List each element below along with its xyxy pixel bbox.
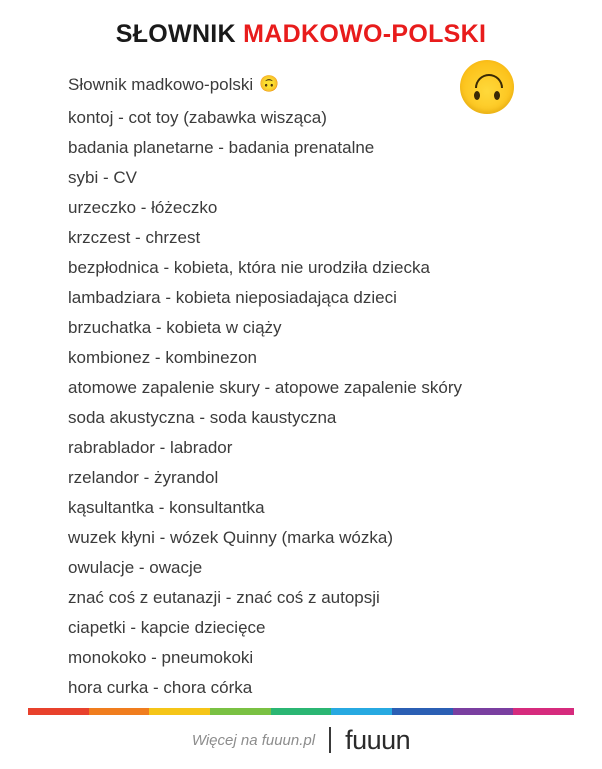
page-margin-left bbox=[0, 0, 28, 714]
footer-brand-logo: fuuun bbox=[345, 724, 411, 755]
list-item: urzeczko - łóżeczko bbox=[68, 198, 218, 217]
footer-divider bbox=[329, 727, 331, 753]
footer-credit-text: Więcej na fuuun.pl bbox=[191, 731, 316, 749]
list-item: ciapetki - kapcie dziecięce bbox=[68, 618, 266, 637]
color-strip bbox=[28, 708, 574, 715]
page-title-black: SŁOWNIK bbox=[115, 20, 244, 48]
emoji-eye-left-icon bbox=[474, 91, 480, 100]
color-strip-segment bbox=[89, 708, 150, 715]
list-item: znać coś z eutanazji - znać coś z autopsji bbox=[68, 588, 380, 607]
color-strip-segment bbox=[271, 708, 332, 715]
list-item: kąsultantka - konsultantka bbox=[68, 498, 265, 517]
page-title bbox=[28, 0, 574, 49]
color-strip-segment bbox=[149, 708, 210, 715]
list-item: rabrablador - labrador bbox=[68, 438, 233, 457]
list-item: rzelandor - żyrandol bbox=[68, 468, 219, 487]
list-item: krzczest - chrzest bbox=[68, 228, 201, 247]
list-item: soda akustyczna - soda kaustyczna bbox=[68, 408, 337, 427]
page-title-red: MADKOWO-POLSKI bbox=[243, 20, 487, 48]
color-strip-segment bbox=[453, 708, 514, 715]
footer bbox=[0, 715, 602, 765]
subtitle-text: Słownik madkowo-polski bbox=[68, 75, 254, 94]
list-item: brzuchatka - kobieta w ciąży bbox=[68, 318, 282, 337]
list-item: kombionez - kombinezon bbox=[68, 348, 257, 367]
color-strip-segment bbox=[28, 708, 89, 715]
color-strip-segment bbox=[210, 708, 271, 715]
list-item: sybi - CV bbox=[68, 168, 137, 187]
color-strip-segment bbox=[331, 708, 392, 715]
color-strip-segment bbox=[513, 708, 574, 715]
list-item: bezpłodnica - kobieta, która nie urodziła dziecka bbox=[68, 258, 430, 277]
emoji-eye-right-icon bbox=[494, 91, 500, 100]
list-item: lambadziara - kobieta nieposiadająca dzieci bbox=[68, 288, 397, 307]
dictionary-entry-list bbox=[28, 95, 574, 769]
content-card bbox=[28, 0, 574, 714]
list-item: wuzek kłyni - wózek Quinny (marka wózka) bbox=[68, 528, 393, 547]
list-item: hora curka - chora córka bbox=[68, 678, 253, 697]
upside-down-face-emoji bbox=[460, 60, 514, 114]
list-item: monokoko - pneumokoki bbox=[68, 648, 254, 667]
list-item: kontoj - cot toy (zabawka wisząca) bbox=[68, 108, 327, 127]
emoji-mouth-icon bbox=[475, 74, 503, 88]
color-strip-segment bbox=[392, 708, 453, 715]
list-item: badania planetarne - badania prenatalne bbox=[68, 138, 375, 157]
list-item: atomowe zapalenie skury - atopowe zapalenie skóry bbox=[68, 378, 463, 397]
upside-down-face-icon: 🙃 bbox=[259, 76, 280, 93]
list-item: owulacje - owacje bbox=[68, 558, 203, 577]
page-margin-right bbox=[574, 0, 602, 714]
